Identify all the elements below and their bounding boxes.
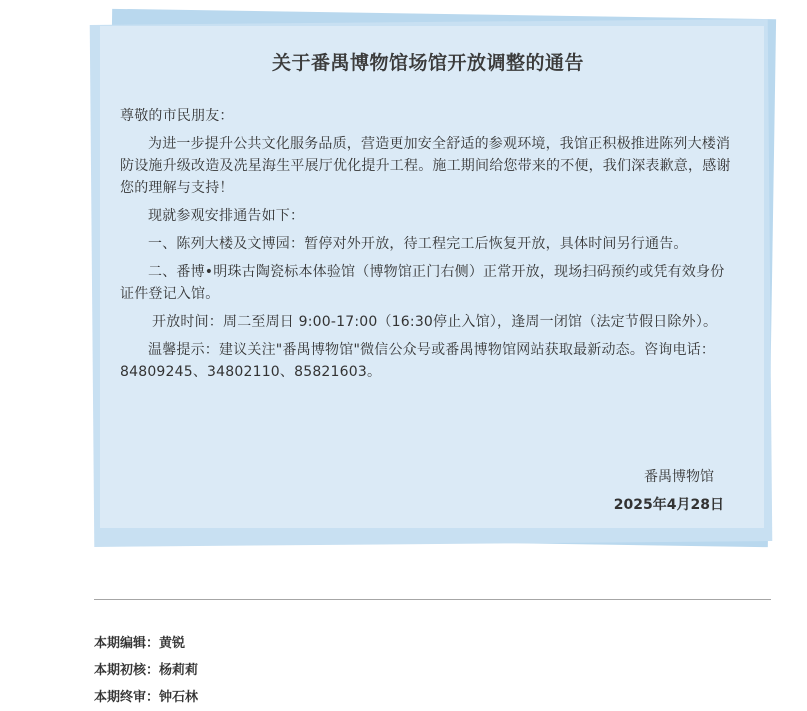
- notice-title: 关于番禺博物馆场馆开放调整的通告: [271, 52, 584, 74]
- credit-first-review: 本期初核：杨莉莉: [94, 663, 199, 678]
- notice-signature-org: 番禺博物馆: [644, 469, 714, 485]
- notice-intro-paragraph: 为进一步提升公共文化服务品质，营造更加安全舒适的参观环境，我馆正积极推进陈列大楼消防设施升级改造及冼星海生平展厅优化提升工程。施工期间给您带来的不便，我们深表歉意，感谢您的理解与支持！: [120, 136, 731, 196]
- notice-opening-hours: 开放时间：周二至周日 9:00-17:00（16:30停止入馆），逢周一闭馆（法定节假日除外）。: [152, 314, 718, 330]
- notice-signature-date: 2025年4月28日: [613, 497, 724, 513]
- notice-card: [100, 26, 764, 528]
- notice-frame: [92, 14, 782, 544]
- credit-final-review: 本期终审：钟石林: [94, 690, 199, 705]
- notice-arrangement-heading: 现就参观安排通告如下：: [148, 208, 305, 224]
- notice-tip: 温馨提示：建议关注"番禺博物馆"微信公众号或番禺博物馆网站获取最新动态。咨询电话：84809245、34802110、85821603。: [120, 342, 716, 380]
- section-divider: [94, 599, 771, 600]
- credit-editor: 本期编辑：黄锐: [94, 636, 186, 651]
- credits-block: [94, 634, 198, 711]
- notice-item-2: 二、番博•明珠古陶瓷标本体验馆（博物馆正门右侧）正常开放，现场扫码预约或凭有效身份证件登记入馆。: [120, 264, 725, 302]
- notice-item-1: 一、陈列大楼及文博园：暂停对外开放，待工程完工后恢复开放，具体时间另行通告。: [148, 236, 688, 252]
- notice-greeting: 尊敬的市民朋友：: [120, 108, 234, 124]
